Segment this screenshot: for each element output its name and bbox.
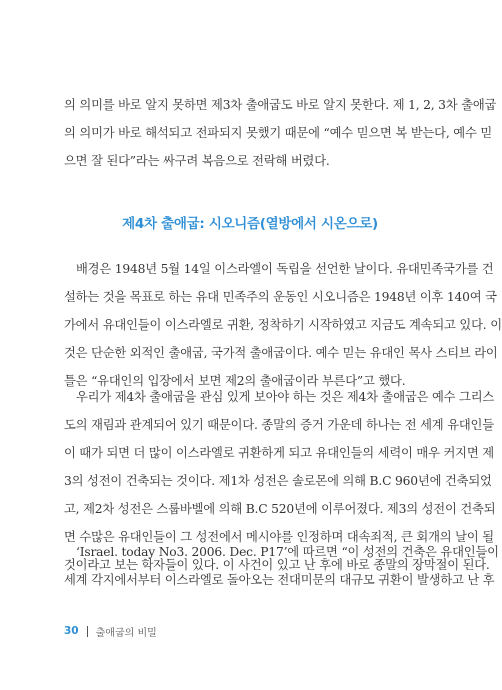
text-line: ‘Israel. today No3. 2006. Dec. P17’에 따르면 “이 성전의 건축은 유대인들이 — [76, 545, 499, 559]
page-number: 30 — [64, 625, 79, 637]
text-line: 배경은 1948년 5월 14일 이스라엘이 독립을 선언한 날이다. 유대민족국가를 건 — [76, 262, 494, 276]
text-line: 틀은 “유대인의 입장에서 보면 제2의 출애굽이라 부른다”고 했다. — [64, 374, 406, 388]
text-line: 설하는 것을 목표로 하는 유대 민족주의 운동인 시오니즘은 1948년 이후 140여 국 — [64, 290, 497, 304]
text-line: 것은 단순한 외적인 출애굽, 국가적 출애굽이다. 예수 믿는 유대인 목사 스티브 라이 — [64, 346, 498, 360]
footer-divider — [87, 626, 88, 637]
text-line: 것이라고 보는 학자들이 있다. 이 사건이 있고 난 후에 바로 종말의 장막절이 된다. — [64, 558, 490, 572]
paragraph-1 — [64, 91, 497, 175]
text-line: 의 의미를 바로 알지 못하면 제3차 출애굽도 바로 알지 못한다. 제 1, 2, 3차 출애굽 — [64, 98, 497, 112]
text-line: 도의 재림과 관계되어 있기 때문이다. 종말의 증거 가운데 하나는 전 세계 유대인들 — [64, 418, 494, 432]
section-heading: 제4차 출애굽: 시오니즘(열방에서 시온으로) — [122, 216, 378, 232]
text-line: 이 때가 되면 더 많이 이스라엘로 귀환하게 되고 유대인들의 세력이 매우 커지면 제 — [64, 446, 494, 460]
text-line: 우리가 제4차 출애굽을 관심 있게 보아야 하는 것은 제4차 출애굽은 예수 그리스 — [76, 390, 495, 404]
text-line: 으면 잘 된다”라는 싸구려 복음으로 전락해 버렸다. — [64, 154, 330, 168]
book-title: 출애굽의 비밀 — [95, 627, 157, 639]
text-line: 가에서 유대인들이 이스라엘로 귀환, 정착하기 시작하였고 지금도 계속되고 있다. 이 — [64, 318, 502, 332]
paragraph-2 — [64, 255, 502, 395]
text-line: 세계 각지에서부터 이스라엘로 돌아오는 전대미문의 대규모 귀환이 발생하고 난 후 — [64, 573, 495, 587]
text-line: 의 의미가 바로 해석되고 전파되지 못했기 때문에 “예수 믿으면 복 받는다, 예수 믿 — [64, 126, 493, 140]
text-line: 면 수많은 유대인들이 그 성전에서 메시야를 인정하며 대속죄적, 큰 회개의 날이 될 — [64, 530, 494, 544]
text-line: 고, 제2차 성전은 스룹바벨에 의해 B.C 520년에 이루어졌다. 제3의 성전이 건축되 — [64, 502, 496, 516]
text-line: 3의 성전이 건축되는 것이다. 제1차 성전은 솔로몬에 의해 B.C 960년에 건축되었 — [64, 474, 492, 488]
paragraph-4 — [64, 538, 499, 594]
page-footer — [64, 624, 157, 638]
